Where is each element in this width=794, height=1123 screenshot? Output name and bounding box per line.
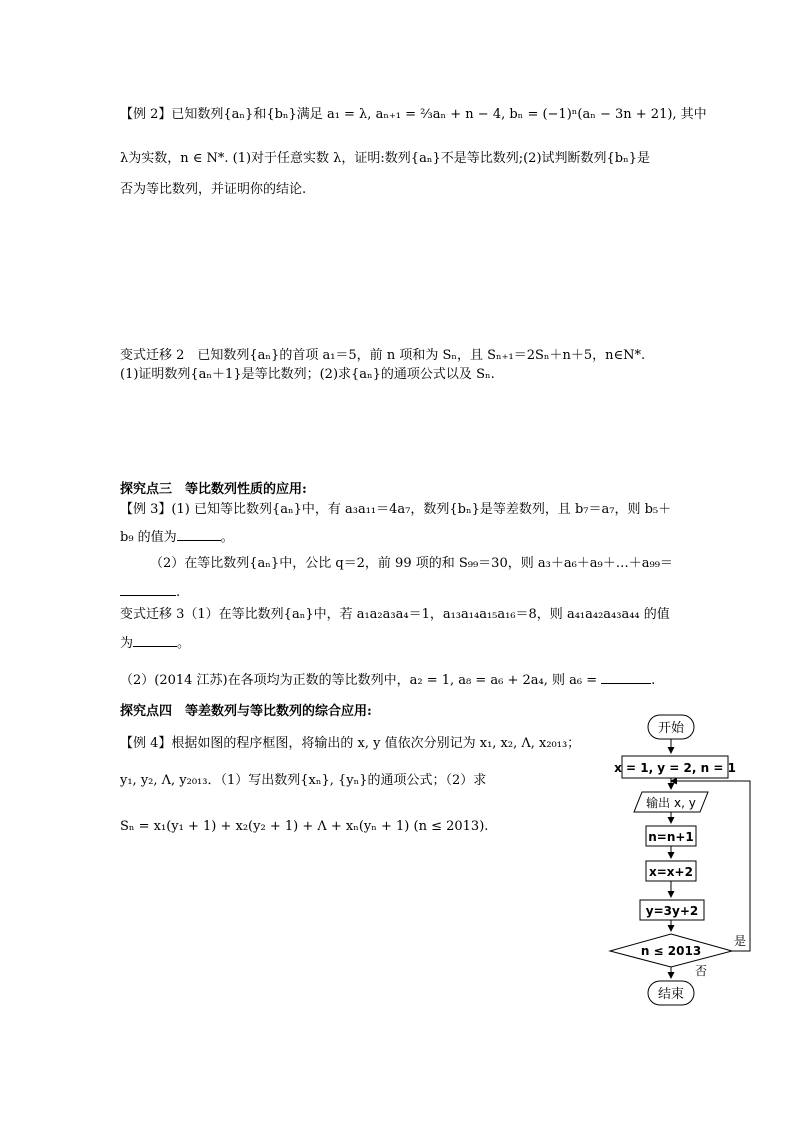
example-3-line-2-text: b₉ 的值为 (120, 530, 177, 545)
variant-2-line-2: (1)证明数列{aₙ＋1}是等比数列；(2)求{aₙ}的通项公式以及 Sₙ. (120, 367, 495, 382)
example-2-line-3: 否为等比数列，并证明你的结论. (120, 182, 307, 197)
variant-3-line-3-end: . (651, 673, 656, 688)
example-2-line-2: λ为实数，n ∈ N*. (1)对于任意实数 λ，证明:数列{aₙ}不是等比数列;(2)试判断数列{bₙ}是 (120, 151, 651, 166)
step-x-label: x=x+2 (649, 865, 693, 879)
init-label: x = 1, y = 2, n = 1 (614, 761, 736, 775)
variant-3-line-2-end: 。 (177, 636, 191, 651)
no-label: 否 (694, 964, 708, 978)
section-3-title: 探究点三 等比数列性质的应用: (120, 482, 307, 497)
example-3-line-4 (120, 582, 180, 602)
example-3-line-2 (120, 527, 234, 547)
step-n-label: n=n+1 (648, 830, 694, 844)
yes-label: 是 (733, 934, 747, 948)
variant-2-line-1: 变式迁移 2 已知数列{aₙ}的首项 a₁＝5，前 n 项和为 Sₙ，且 Sₙ₊₁＝2Sₙ＋n＋5，n∈N*. (120, 348, 646, 363)
condition-label: n ≤ 2013 (640, 944, 702, 958)
start-label: 开始 (657, 721, 685, 736)
variant-3-line-3-text: （2）(2014 江苏)在各项均为正数的等比数列中，a₂ = 1, a₈ = a₆ + 2a₄, 则 a₆ = (120, 673, 598, 688)
example-2-line-1: 【例 2】已知数列{aₙ}和{bₙ}满足 a₁ = λ, aₙ₊₁ = ⅔aₙ + n − 4, bₙ = (−1)ⁿ(aₙ − 3n + 21), 其中 (120, 107, 707, 122)
example-4-line-3: Sₙ = x₁(y₁ + 1) + x₂(y₂ + 1) + Λ + xₙ(yₙ + 1) (n ≤ 2013). (120, 819, 489, 834)
step-y-label: y=3y+2 (645, 904, 699, 918)
variant-3-line-1: 变式迁移 3（1）在等比数列{aₙ}中，若 a₁a₂a₃a₄＝1，a₁₃a₁₄a₁₅a₁₆＝8，则 a₄₁a₄₂a₄₃a₄₄ 的值 (120, 607, 670, 622)
end-label: 结束 (657, 987, 685, 1002)
example-3-line-1: 【例 3】(1) 已知等比数列{aₙ}中，有 a₃a₁₁＝4a₇，数列{bₙ}是等差数列，且 b₇＝a₇，则 b₅＋ (120, 502, 672, 517)
variant-3-line-2-text: 为 (120, 636, 134, 651)
example-4-line-1: 【例 4】根据如图的程序框图，将输出的 x, y 值依次分别记为 x₁, x₂, Λ, x₂₀₁₃； (120, 736, 581, 751)
output-label: 输出 x, y (646, 796, 696, 810)
answer-blank[interactable] (120, 582, 176, 596)
example-3-line-2-end: 。 (220, 530, 234, 545)
answer-blank[interactable] (133, 633, 177, 647)
example-4-line-2: y₁, y₂, Λ, y₂₀₁₃．（1）写出数列{xₙ}, {yₙ}的通项公式；（2）求 (120, 773, 487, 788)
example-3-line-4-end: . (176, 585, 181, 600)
example-3-line-3: （2）在等比数列{aₙ}中，公比 q＝2，前 99 项的和 S₉₉＝30，则 a₃＋a₆＋a₉＋…＋a₉₉＝ (150, 556, 673, 571)
answer-blank[interactable] (601, 670, 651, 684)
variant-3-line-2 (120, 633, 190, 653)
flowchart (600, 705, 780, 1010)
answer-blank[interactable] (177, 527, 221, 541)
variant-3-line-3 (120, 670, 655, 690)
section-4-title: 探究点四 等差数列与等比数列的综合应用: (120, 704, 372, 719)
